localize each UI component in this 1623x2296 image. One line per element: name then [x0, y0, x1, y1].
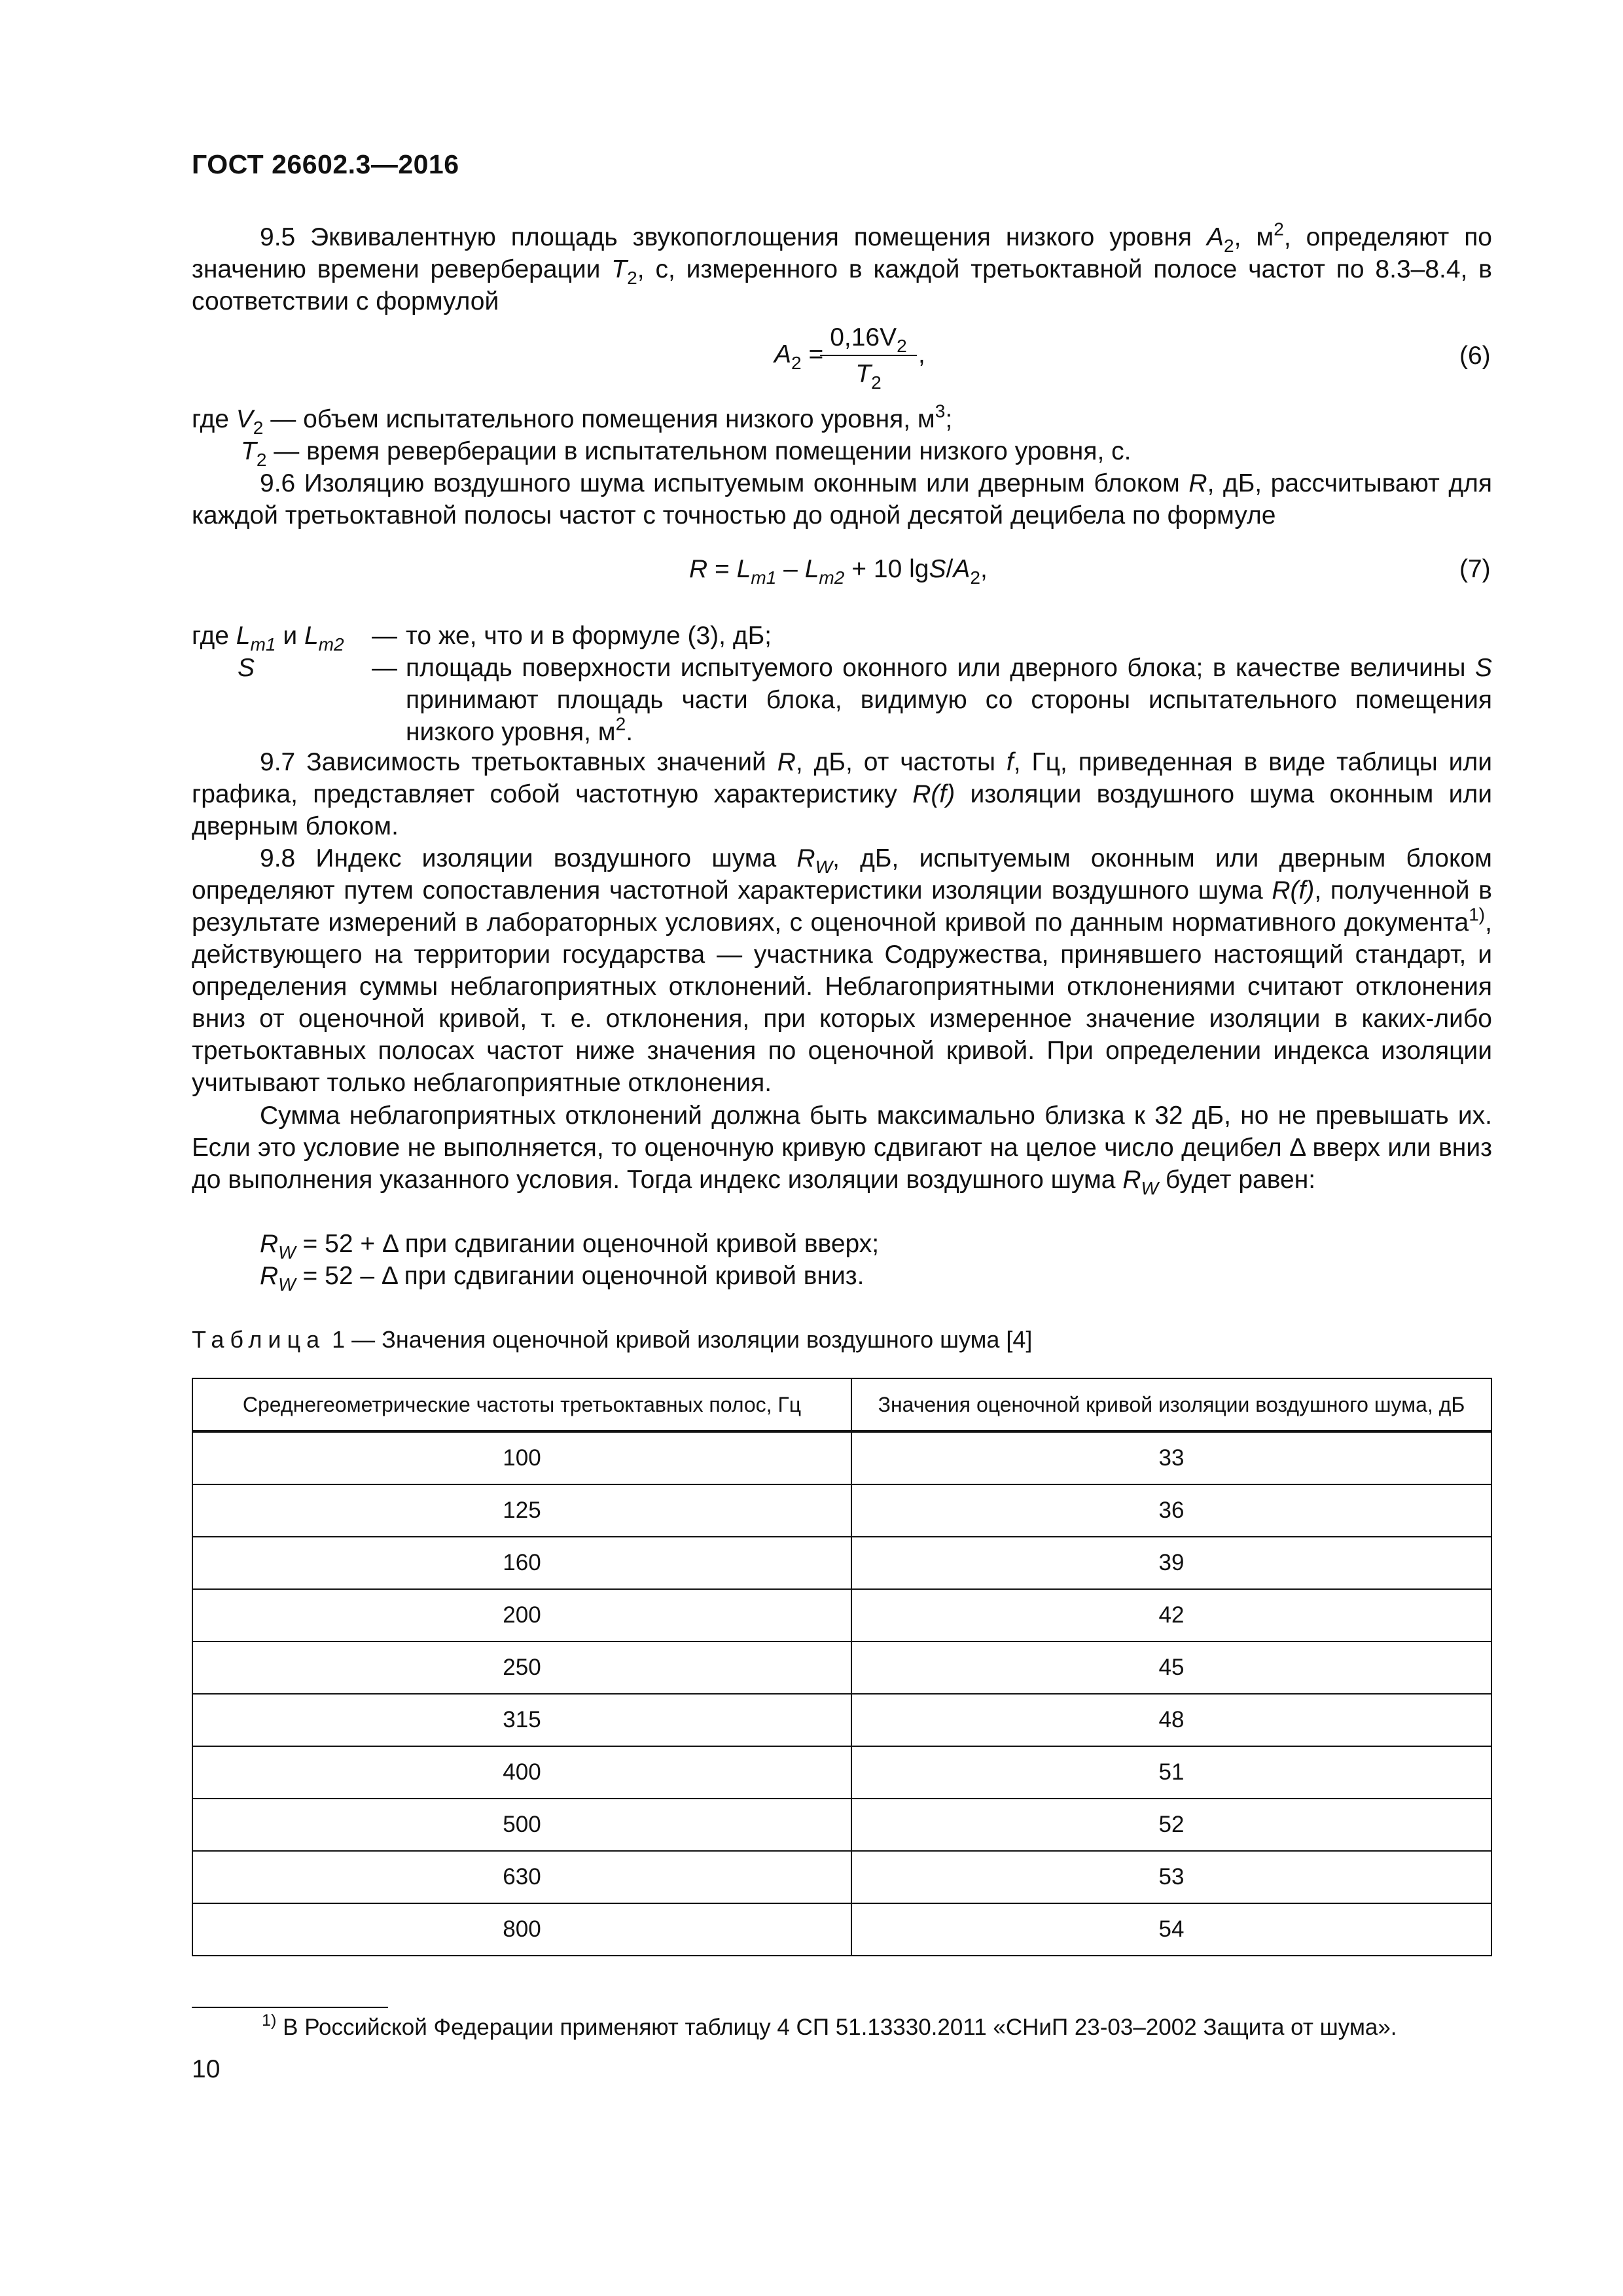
frequency-cell: 125	[192, 1484, 851, 1537]
value-cell: 52	[851, 1799, 1491, 1851]
value-cell: 53	[851, 1851, 1491, 1903]
paragraph-9-7: 9.7 Зависимость третьоктавных значений R, дБ, от частоты f, Гц, приведенная в виде таблицы или графика, представляет собой частотную характеристику R(f) изоляции воздушного шума оконным или дверным блоком.	[192, 748, 1493, 840]
table-caption: Таблица 1 — Значения оценочной кривой изоляции воздушного шума [4]	[192, 1326, 1033, 1353]
rw-down-line: $R_W = 52 - \Delta$ при сдвигании оценочной кривой вниз.	[260, 1262, 865, 1295]
table-row	[192, 1903, 1491, 1956]
formula-6-lhs: $A_2$ =	[774, 340, 824, 373]
column-header-frequency: Среднегеометрические частоты третьоктавных полос, Гц	[192, 1378, 851, 1431]
frequency-cell: 400	[192, 1746, 851, 1799]
column-header-value: Значения оценочной кривой изоляции воздушного шума, дБ	[851, 1378, 1491, 1431]
paragraph-deviation-sum: Сумма неблагоприятных отклонений должна быть максимально близка к 32 дБ, но не превышать их. Если это условие не выполняется, то оценочную кривую сдвигают на целое число децибел Δ вверх или вниз до выполнения указанного условия. Тогда индекс изоляции воздушного шума $R_W$ будет равен:	[192, 1102, 1492, 1198]
frequency-cell: 630	[192, 1851, 851, 1903]
formula-7: $R = L_{m1} - L_{m2} + 10$ lgS/$A_2$,	[689, 555, 988, 588]
footnote: $^{1)}$ В Российской Федерации применяют таблицу 4 СП 51.13330.2011 «СНиП 23-03–2002 Защита от шума».	[262, 2011, 1397, 2040]
rw-up-line: $R_W = 52 + \Delta$ при сдвигании оценочной кривой вверх;	[260, 1230, 880, 1263]
table-row	[192, 1431, 1491, 1484]
paragraph-9-8: 9.8 Индекс изоляции воздушного шума $R_W$, дБ, испытуемым оконным или дверным блоком определяют путем сопоставления частотной характеристики изоляции воздушного шума R(f), полученной в результате измерений в лабораторных условиях, с оценочной кривой по данным нормативного документа$^{1)}$, действующего на территории государства — участника Содружества, принявшего настоящий стандарт, и определения суммы неблагоприятных отклонений. Неблагоприятными отклонениями считают отклонения вниз от оценочной кривой, т. е. отклонения, при которых измеренное значение изоляции в каких-либо третьоктавных полосах частот ниже значения по оценочной кривой. При определении индекса изоляции учитывают только неблагоприятные отклонения.	[192, 844, 1492, 1097]
table-row	[192, 1851, 1491, 1903]
table-row	[192, 1537, 1491, 1589]
frequency-cell: 315	[192, 1694, 851, 1746]
value-cell: 42	[851, 1589, 1491, 1641]
frequency-cell: 100	[192, 1431, 851, 1484]
table-header-row	[192, 1378, 1491, 1431]
frequency-cell: 160	[192, 1537, 851, 1589]
table-row	[192, 1746, 1491, 1799]
footnote-separator	[192, 2007, 388, 2008]
frequency-cell: 200	[192, 1589, 851, 1641]
frequency-cell: 250	[192, 1641, 851, 1694]
table-row	[192, 1484, 1491, 1537]
rating-curve-table	[192, 1378, 1492, 1956]
value-cell: 51	[851, 1746, 1491, 1799]
value-cell: 33	[851, 1431, 1491, 1484]
document-header: ГОСТ 26602.3—2016	[192, 149, 459, 179]
table-row	[192, 1799, 1491, 1851]
formula-6-fraction: $\frac{0,16V_2}{T_2}$	[820, 323, 917, 389]
value-cell: 54	[851, 1903, 1491, 1956]
where-7: где $L_{m1}$ и $L_{m2}$ — то же, что и в формуле (3), дБ; S — площадь поверхности испытуемого оконного или дверного блока; в качестве величины S принимают площадь части блока, видимую со стороны испытательного помещения низкого уровня, $м^2$.	[192, 622, 1492, 746]
table-row	[192, 1641, 1491, 1694]
value-cell: 45	[851, 1641, 1491, 1694]
frequency-cell: 800	[192, 1903, 851, 1956]
value-cell: 39	[851, 1537, 1491, 1589]
table-row	[192, 1694, 1491, 1746]
paragraph-9-6: 9.6 Изоляцию воздушного шума испытуемым оконным или дверным блоком R, дБ, рассчитывают для каждой третьоктавной полосы частот с точностью до одной десятой децибела по формуле	[192, 469, 1492, 529]
page-number: 10	[192, 2055, 221, 2083]
table-row	[192, 1589, 1491, 1641]
value-cell: 36	[851, 1484, 1491, 1537]
value-cell: 48	[851, 1694, 1491, 1746]
where-6: где $V_2$ — объем испытательного помещения низкого уровня, $м^3$; $T_2$ — время реверберации в испытательном помещении низкого уровня, с.	[192, 401, 1132, 470]
paragraph-9-5: 9.5 Эквивалентную площадь звукопоглощения помещения низкого уровня $A_2$, $м^2$, определяют по значению времени реверберации $T_2$, с, измеренного в каждой третьоктавной полосе частот по 8.3–8.4, в соответствии с формулой	[192, 219, 1492, 315]
formula-6-number: (6)	[1459, 342, 1491, 370]
formula-6-comma: ,	[918, 340, 925, 368]
frequency-cell: 500	[192, 1799, 851, 1851]
formula-7-number: (7)	[1459, 555, 1491, 583]
